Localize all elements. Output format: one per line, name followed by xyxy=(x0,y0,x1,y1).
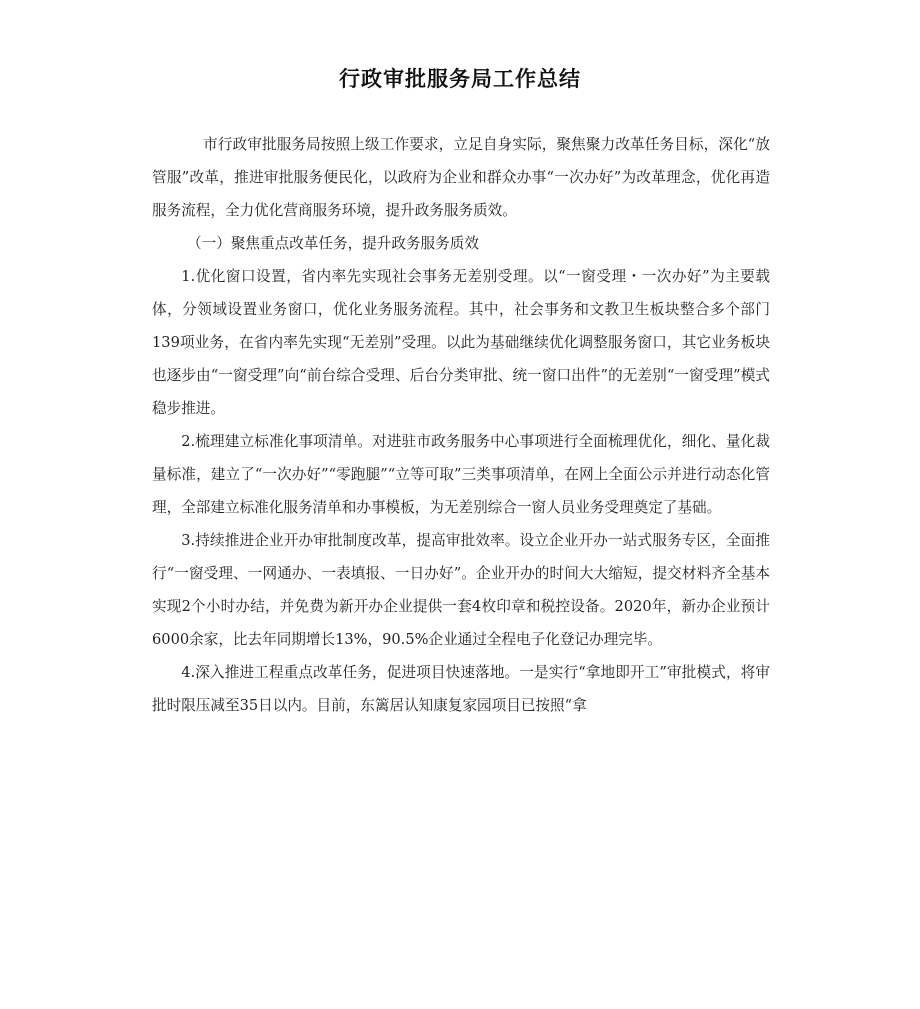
section-heading: （一）聚焦重点改革任务，提升政务服务质效 xyxy=(187,235,479,252)
document-body xyxy=(152,128,770,722)
paragraph-item-4: 4.深入推进工程重点改革任务，促进项目快速落地。一是实行“拿地即开工”审批模式，将审批时限压减至35日以内。目前，东篱居认知康复家园项目已按照“拿 xyxy=(152,664,770,714)
paragraph-item-3: 3.持续推进企业开办审批制度改革，提高审批效率。设立企业开办一站式服务专区，全面推行“一窗受理、一网通办、一表填报、一日办好”。企业开办的时间大大缩短，提交材料齐全基本实现2个小时办结，并免费为新开办企业提供一套4枚印章和税控设备。2020年，新办企业预计6000余家，比去年同期增长13%，90.5%企业通过全程电子化登记办理完毕。 xyxy=(152,532,770,648)
paragraph-item-2: 2.梳理建立标准化事项清单。对进驻市政务服务中心事项进行全面梳理优化，细化、量化裁量标准，建立了“一次办好”“零跑腿”“立等可取”三类事项清单，在网上全面公示并进行动态化管理，全部建立标准化服务清单和办事模板，为无差别综合一窗人员业务受理奠定了基础。 xyxy=(152,433,770,516)
document-title: 行政审批服务局工作总结 xyxy=(339,67,581,91)
paragraph-intro: 市行政审批服务局按照上级工作要求，立足自身实际，聚焦聚力改革任务目标，深化“放管服”改革，推进审批服务便民化，以政府为企业和群众办事“一次办好”为改革理念，优化再造服务流程，全力优化营商服务环境，提升政务服务质效。 xyxy=(152,136,770,219)
paragraph-item-1: 1.优化窗口设置，省内率先实现社会事务无差别受理。以“一窗受理・一次办好”为主要载体，分领域设置业务窗口，优化业务服务流程。其中，社会事务和文教卫生板块整合多个部门139项业务，在省内率先实现“无差别”受理。以此为基础继续优化调整服务窗口，其它业务板块也逐步由“一窗受理”向“前台综合受理、后台分类审批、统一窗口出件”的无差别“一窗受理”模式稳步推进。 xyxy=(152,268,770,417)
